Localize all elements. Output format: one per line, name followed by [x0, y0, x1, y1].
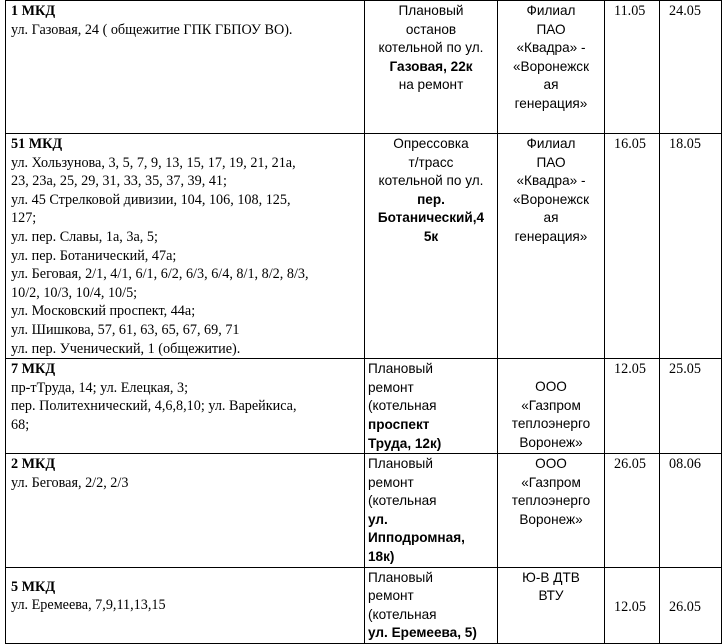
date-from-cell: 11.05: [605, 1, 660, 134]
work-text-bold: пер.: [417, 191, 445, 207]
org-text: теплоэнерго: [511, 493, 591, 509]
address-line: ул. Хользунова, 3, 5, 7, 9, 13, 15, 17, 19, 21, 21а,: [11, 154, 296, 171]
work-text: ремонт: [368, 379, 414, 395]
org-text: Воронеж»: [519, 434, 583, 450]
address-line: ул. Беговая, 2/2, 2/3: [11, 474, 129, 491]
org-text: «Квадра» -: [516, 173, 586, 189]
work-text-bold: ул.: [368, 511, 388, 527]
work-text-bold: Ботанический,4: [377, 210, 485, 226]
org-text: ая: [543, 210, 559, 226]
address-line: 10/2, 10/3, 10/4, 10/5;: [11, 284, 138, 301]
date-to-cell: 08.06: [660, 454, 722, 568]
outage-schedule-table: [5, 0, 722, 644]
address-line: пер. Политехнический, 4,6,8,10; ул. Варейкиса,: [11, 398, 297, 415]
table-row: [6, 567, 722, 643]
address-line: ул. пер. Ботанический, 47а;: [11, 247, 177, 264]
work-text: котельной по ул.: [378, 40, 484, 56]
work-text: Плановый: [368, 361, 433, 377]
org-text: теплоэнерго: [511, 416, 591, 432]
address-line: 127;: [11, 210, 37, 227]
work-cell: [365, 1, 498, 134]
date-to-cell: 24.05: [660, 1, 722, 134]
org-text: «Квадра» -: [516, 40, 586, 56]
work-text: котельной по ул.: [378, 173, 484, 189]
work-cell: [365, 567, 498, 643]
work-text: (котельная: [368, 606, 437, 622]
date-to-cell: 18.05: [660, 134, 722, 359]
org-text: ПАО: [536, 154, 566, 170]
org-text: «Газпром: [521, 474, 581, 490]
work-text: Плановый: [368, 569, 433, 585]
address-cell: [6, 134, 365, 359]
building-count: 5 МКД: [11, 578, 56, 595]
organization-cell: [498, 567, 605, 643]
work-cell: [365, 134, 498, 359]
org-text: Ю-В ДТВ: [522, 569, 580, 585]
work-text: ремонт: [368, 588, 414, 604]
table-row: [6, 454, 722, 568]
work-text-bold: проспект: [368, 416, 430, 432]
address-line: ул. пер. Славы, 1а, 3а, 5;: [11, 228, 158, 245]
org-text: ая: [543, 77, 559, 93]
date-from-cell: 16.05: [605, 134, 660, 359]
work-text: Опрессовка: [393, 136, 469, 151]
address-line: ул. Московский проспект, 44а;: [11, 303, 196, 320]
work-text: Плановый: [368, 456, 433, 472]
address-cell: [6, 359, 365, 454]
organization-cell: [498, 359, 605, 454]
date-to-cell: 26.05: [660, 567, 722, 643]
address-line: ул. 45 Стрелковой дивизии, 104, 106, 108, 125,: [11, 191, 291, 208]
org-text: Филиал: [526, 136, 576, 151]
org-text: «Воронежск: [512, 58, 590, 74]
address-line: ул. Шишкова, 57, 61, 63, 65, 67, 69, 71: [11, 321, 240, 338]
address-line: ул. Еремеева, 7,9,11,13,15: [11, 597, 166, 614]
org-text: ВТУ: [538, 588, 564, 604]
date-from-cell: 12.05: [605, 567, 660, 643]
address-cell: [6, 567, 365, 643]
table-row: [6, 134, 722, 359]
work-text: (котельная: [368, 398, 437, 414]
org-text: Филиал: [526, 3, 576, 18]
date-from-cell: 26.05: [605, 454, 660, 568]
work-text: Плановый: [398, 3, 464, 18]
work-text-bold: 18к): [368, 549, 395, 565]
work-text: на ремонт: [398, 77, 464, 93]
work-text: останов: [405, 21, 457, 37]
work-text-bold: ул. Еремеева, 5): [368, 625, 477, 641]
building-count: 1 МКД: [11, 3, 56, 19]
address-line: ул. Газовая, 24 ( общежитие ГПК ГБПОУ ВО).: [11, 21, 293, 38]
org-text: Воронеж»: [519, 511, 583, 527]
org-text: генерация»: [514, 228, 588, 244]
building-count: 2 МКД: [11, 456, 56, 473]
org-text: ООО: [535, 456, 567, 472]
building-count: 7 МКД: [11, 361, 56, 378]
work-text-bold: Газовая, 22к: [389, 58, 473, 74]
org-text: ПАО: [536, 21, 566, 37]
work-cell: [365, 359, 498, 454]
address-line: 68;: [11, 416, 30, 433]
table-row: [6, 1, 722, 134]
work-text-bold: Труда, 12к): [368, 435, 442, 451]
work-text: (котельная: [368, 493, 437, 509]
address-line: 23, 23а, 25, 29, 31, 33, 35, 37, 39, 41;: [11, 173, 227, 190]
address-line: пр-тТруда, 14; ул. Елецкая, 3;: [11, 379, 189, 396]
address-line: ул. Беговая, 2/1, 4/1, 6/1, 6/2, 6/3, 6/4, 8/1, 8/2, 8/3,: [11, 266, 309, 283]
work-text: т/трасс: [408, 154, 454, 170]
org-text: «Воронежск: [512, 191, 590, 207]
table-row: [6, 359, 722, 454]
address-line: ул. пер. Ученический, 1 (общежитие).: [11, 340, 241, 357]
work-text-bold: Ипподромная,: [368, 530, 465, 546]
work-text-bold: 5к: [423, 228, 439, 244]
org-text: «Газпром: [521, 397, 581, 413]
building-count: 51 МКД: [11, 136, 63, 152]
work-text: ремонт: [368, 474, 414, 490]
address-cell: [6, 454, 365, 568]
date-to-cell: 25.05: [660, 359, 722, 454]
org-text: генерация»: [514, 95, 588, 111]
organization-cell: [498, 134, 605, 359]
organization-cell: [498, 1, 605, 134]
organization-cell: [498, 454, 605, 568]
address-cell: [6, 1, 365, 134]
org-text: ООО: [535, 379, 567, 395]
date-from-cell: 12.05: [605, 359, 660, 454]
work-cell: [365, 454, 498, 568]
